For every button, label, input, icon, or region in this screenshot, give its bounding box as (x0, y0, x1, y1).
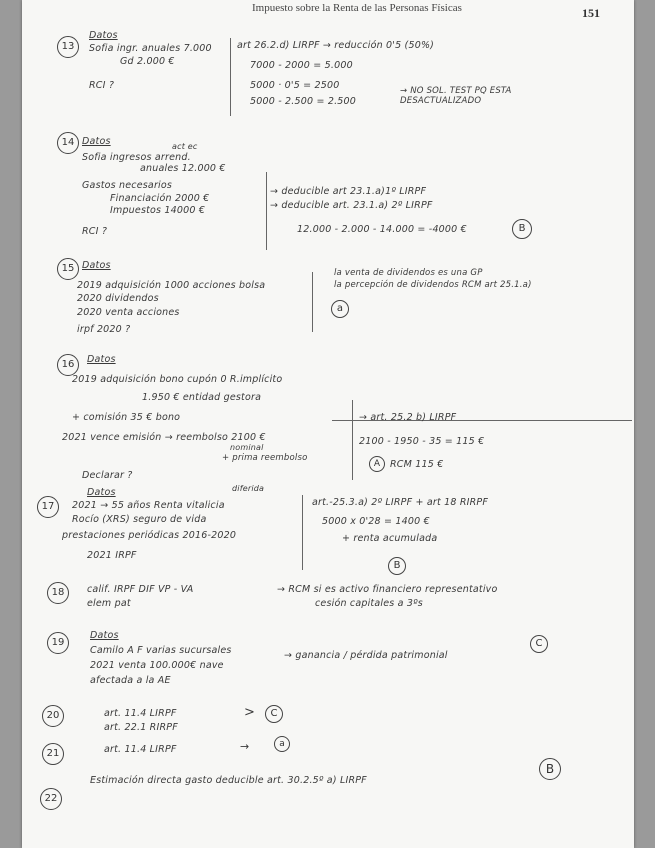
note-line: Datos (82, 136, 111, 147)
divider (312, 272, 313, 332)
arrow-icon: > (244, 705, 256, 720)
question-number: 17 (37, 496, 59, 518)
question-number: 14 (57, 132, 79, 154)
page-number: 151 (582, 6, 600, 20)
answer-circle: C (530, 635, 548, 653)
note-line: prestaciones periódicas 2016-2020 (62, 530, 237, 541)
note-line: Sofia ingresos arrend. (82, 152, 191, 163)
note-line: 5000 x 0'28 = 1400 € (322, 516, 430, 527)
note-line: Camilo A F varias sucursales (90, 645, 232, 656)
answer-circle: A (369, 456, 385, 472)
note-line: la venta de dividendos es una GP (334, 268, 483, 278)
note-line: → deducible art 23.1.a)1º LIRPF (270, 186, 427, 197)
divider (230, 38, 231, 116)
answer-circle: C (265, 705, 283, 723)
note-line: anuales 12.000 € (140, 163, 226, 174)
note-line: Datos (82, 260, 111, 271)
answer-circle: a (274, 736, 290, 752)
notebook-page (22, 0, 634, 848)
note-line: Financiación 2000 € (110, 193, 210, 204)
note-line: elem pat (87, 598, 131, 609)
note-line: RCM 115 € (390, 459, 444, 470)
divider (352, 400, 353, 480)
divider (266, 172, 267, 250)
question-number: 21 (42, 743, 64, 765)
note-line: 2019 adquisición bono cupón 0 R.implícito (72, 374, 283, 385)
note-line: 1.950 € entidad gestora (142, 392, 262, 403)
note-line: → RCM si es activo financiero representativo (277, 584, 498, 595)
note-line: nominal (230, 443, 264, 452)
note-line: 7000 - 2000 = 5.000 (250, 60, 353, 71)
note-line: 2021 IRPF (87, 550, 137, 561)
note-line: act ec (172, 142, 198, 151)
answer-circle: B (512, 219, 532, 239)
note-line: → deducible art. 23.1.a) 2º LIRPF (270, 200, 433, 211)
note-line: art.-25.3.a) 2º LIRPF + art 18 RIRPF (312, 497, 489, 508)
note-line: art. 11.4 LIRPF (104, 708, 177, 719)
question-number: 18 (47, 582, 69, 604)
page-header-title: Impuesto sobre la Renta de las Personas Físicas (252, 2, 462, 14)
note-line: art. 22.1 RIRPF (104, 722, 178, 733)
note-line: → art. 25.2 b) LIRPF (359, 412, 457, 423)
note-line: cesión capitales a 3ºs (315, 598, 423, 609)
note-line: → ganancia / pérdida patrimonial (284, 650, 448, 661)
question-number: 15 (57, 258, 79, 280)
note-line: 2100 - 1950 - 35 = 115 € (359, 436, 485, 447)
answer-circle: B (539, 758, 561, 780)
note-line: art. 11.4 LIRPF (104, 744, 177, 755)
note-line: 2020 dividendos (77, 293, 159, 304)
note-line: Datos (90, 630, 119, 641)
divider (302, 495, 303, 570)
note-line: Sofia ingr. anuales 7.000 (89, 43, 212, 54)
note-line: 5000 - 2.500 = 2.500 (250, 96, 357, 107)
note-line: Declarar ? (82, 470, 133, 481)
arrow-icon: → (240, 740, 250, 753)
note-line: Rocío (XRS) seguro de vida (72, 514, 207, 525)
note-line: + comisión 35 € bono (72, 412, 181, 423)
answer-circle: B (388, 557, 406, 575)
note-line: RCI ? (89, 80, 115, 91)
note-line: calif. IRPF DIF VP - VA (87, 584, 194, 595)
note-line: 5000 · 0'5 = 2500 (250, 80, 340, 91)
note-line: + renta acumulada (342, 533, 438, 544)
note-line: afectada a la AE (90, 675, 171, 686)
question-number: 16 (57, 354, 79, 376)
answer-circle: a (331, 300, 349, 318)
note-line: 2021 → 55 años Renta vitalicia (72, 500, 225, 511)
note-line: diferida (232, 484, 265, 493)
note-line: Gd 2.000 € (120, 56, 175, 67)
note-line: 2020 venta acciones (77, 307, 180, 318)
question-number: 19 (47, 632, 69, 654)
question-number: 13 (57, 36, 79, 58)
note-line: + prima reembolso (222, 453, 308, 463)
note-line: irpf 2020 ? (77, 324, 131, 335)
note-line: Gastos necesarios (82, 180, 173, 191)
note-line: art 26.2.d) LIRPF → reducción 0'5 (50%) (237, 40, 435, 51)
note-line: Estimación directa gasto deducible art. 30.2.5º a) LIRPF (90, 775, 367, 786)
question-number: 20 (42, 705, 64, 727)
note-line: la percepción de dividendos RCM art 25.1.a) (334, 280, 532, 290)
question-number: 22 (40, 788, 62, 810)
note-line: Datos (87, 487, 116, 498)
note-line: 2019 adquisición 1000 acciones bolsa (77, 280, 266, 291)
note-line: Impuestos 14000 € (110, 205, 206, 216)
note-line: RCI ? (82, 226, 108, 237)
note-line: Datos (89, 30, 118, 41)
note-line: → NO SOL. TEST PQ ESTA DESACTUALIZADO (400, 86, 512, 106)
note-line: 2021 venta 100.000€ nave (90, 660, 224, 671)
note-line: Datos (87, 354, 116, 365)
note-line: 2021 vence emisión → reembolso 2100 € (62, 432, 266, 443)
note-line: 12.000 - 2.000 - 14.000 = -4000 € (297, 224, 467, 235)
